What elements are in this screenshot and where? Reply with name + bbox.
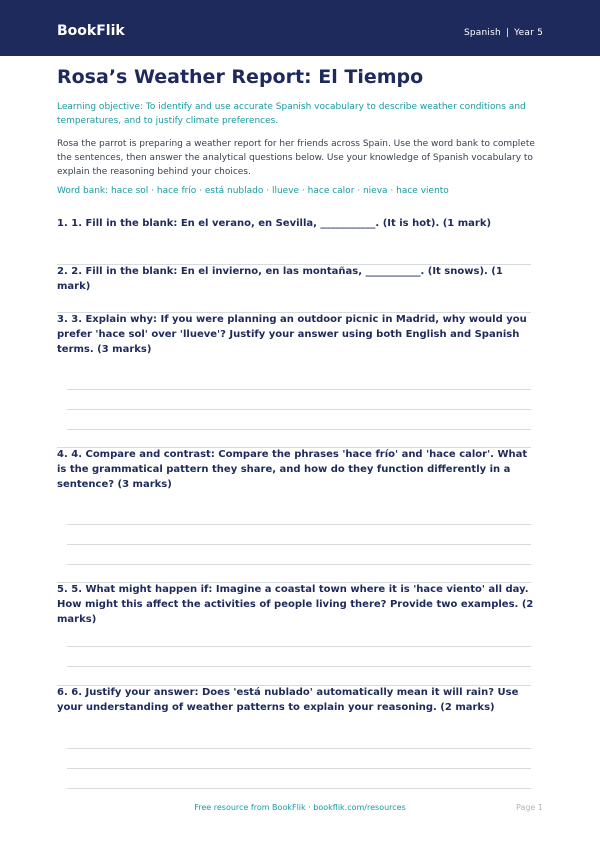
subject-label: Spanish: [463, 28, 501, 38]
answer-line[interactable]: [67, 768, 531, 769]
page-number: Page 1: [516, 803, 543, 812]
word-bank: Word bank: hace sol · hace frío · está nublado · llueve · hace calor · nieva · hace viento: [57, 186, 449, 196]
answer-line[interactable]: [67, 409, 531, 410]
answer-line[interactable]: [67, 748, 531, 749]
question-4: 4. 4. Compare and contrast: Compare the phrases 'hace frío' and 'hace calor'. What is the grammatical pattern they share, and how do they function differently in a sentence? (3 marks): [57, 449, 528, 490]
answer-line[interactable]: [67, 564, 531, 565]
question-3: 3. 3. Explain why: If you were planning an outdoor picnic in Madrid, why would you prefer 'hace sol' over 'llueve'? Justify your answer using both English and Spanish terms. (3 marks): [57, 314, 527, 355]
answer-line[interactable]: [67, 666, 531, 667]
learning-objective: Learning objective: To identify and use accurate Spanish vocabulary to describe weather conditions and temperatures, and to justify climate preferences.: [57, 102, 526, 126]
footer-link-text[interactable]: Free resource from BookFlik · bookflik.com/resources: [194, 803, 406, 812]
answer-line[interactable]: [67, 524, 531, 525]
answer-line[interactable]: [67, 389, 531, 390]
meta-separator: |: [505, 28, 510, 38]
answer-line[interactable]: [67, 788, 531, 789]
header-bar: [0, 0, 600, 56]
question-6: 6. 6. Justify your answer: Does 'está nublado' automatically mean it will rain? Use your understanding of weather patterns to explain your reasoning. (2 marks): [57, 687, 519, 713]
question-2: 2. 2. Fill in the blank: En el invierno, en las montañas, ___________. (It snows). (1 mark): [57, 266, 503, 292]
worksheet-title: Rosa’s Weather Report: El Tiempo: [57, 66, 424, 88]
answer-line[interactable]: [67, 544, 531, 545]
level-label: Year 5: [514, 28, 543, 38]
answer-line[interactable]: [67, 646, 531, 647]
brand-logo-text: BookFlik: [57, 23, 125, 39]
question-5: 5. 5. What might happen if: Imagine a coastal town where it is 'hace viento' all day. How might this affect the activities of people living there? Provide two examples. (2 marks): [57, 584, 534, 625]
intro-paragraph: Rosa the parrot is preparing a weather report for her friends across Spain. Use the word bank to complete the sentences, then answer the analytical questions below. Use your knowledge of Spanish vocabulary to explain the reasoning behind your choices.: [57, 139, 535, 177]
question-1: 1. 1. Fill in the blank: En el verano, en Sevilla, ___________. (It is hot). (1 mark): [57, 218, 492, 229]
subject-level: [464, 28, 543, 38]
answer-line[interactable]: [67, 429, 531, 430]
